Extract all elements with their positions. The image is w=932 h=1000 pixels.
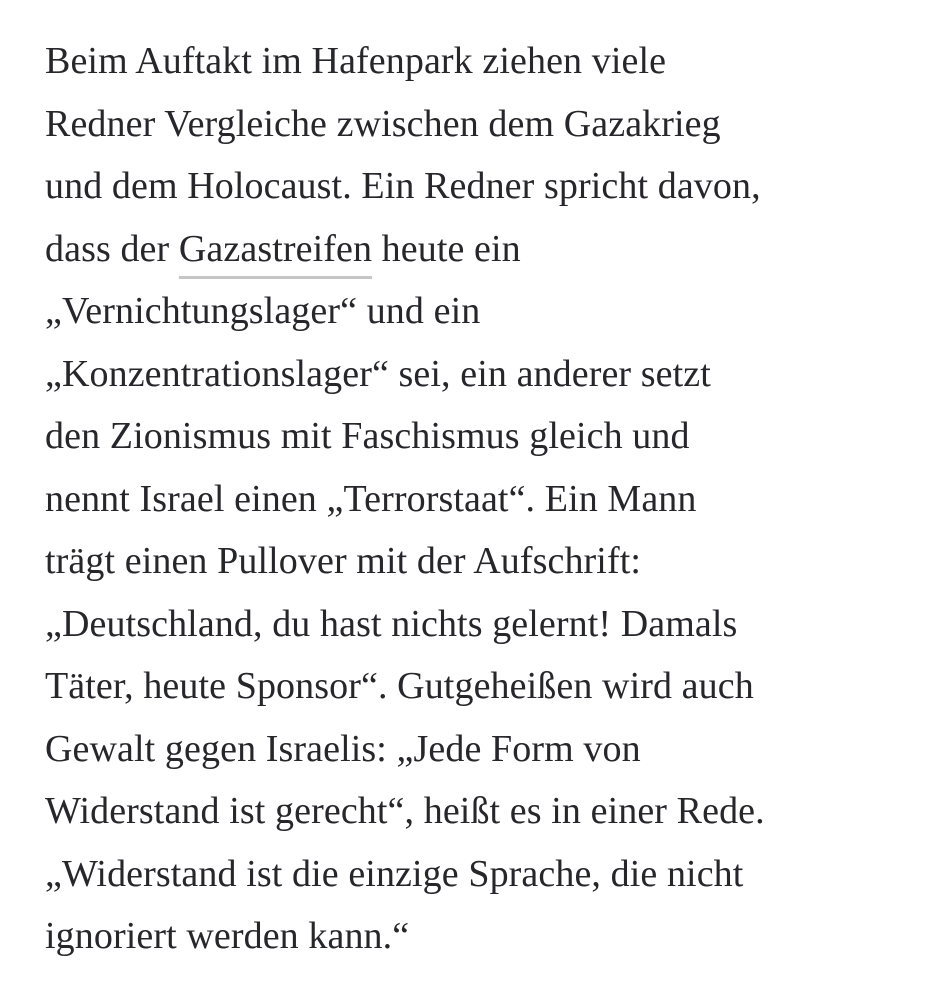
text-segment: „Vernichtungslager“ und ein — [45, 290, 481, 332]
text-line — [45, 905, 892, 968]
gazastreifen-link[interactable]: Gazastreifen — [178, 227, 373, 270]
text-line — [45, 218, 892, 281]
text-segment: Beim Auftakt im Hafenpark ziehen viele — [45, 40, 667, 82]
text-line — [45, 93, 892, 156]
text-segment: ignoriert werden kann.“ — [45, 915, 410, 957]
text-segment: und dem Holocaust. Ein Redner spricht davon, — [45, 165, 761, 207]
text-line — [45, 530, 892, 593]
text-segment: trägt einen Pullover mit der Aufschrift: — [45, 540, 642, 582]
text-segment: „Widerstand ist die einzige Sprache, die nicht — [45, 852, 744, 895]
text-line — [45, 843, 892, 906]
text-segment: Gewalt gegen Israelis: „Jede Form von — [45, 727, 641, 770]
text-line — [45, 718, 892, 781]
text-segment: dass der — [45, 227, 179, 270]
text-segment: heute ein — [372, 227, 521, 270]
text-segment: nennt Israel einen „Terrorstaat“. Ein Mann — [45, 477, 697, 520]
text-segment: Widerstand ist gerecht“, heißt es in einer Rede. — [45, 790, 765, 832]
text-line — [45, 155, 892, 218]
text-line — [45, 468, 892, 531]
text-segment: „Konzentrationslager“ sei, ein anderer setzt — [45, 352, 711, 395]
text-line — [45, 655, 892, 718]
text-segment: Redner Vergleiche zwischen dem Gazakrieg — [45, 102, 721, 145]
text-line — [45, 593, 892, 656]
text-line — [45, 780, 892, 843]
text-line — [45, 30, 892, 93]
text-segment: „Deutschland, du hast nichts gelernt! Damals — [45, 602, 738, 645]
text-line — [45, 280, 892, 343]
text-segment: den Zionismus mit Faschismus gleich und — [45, 415, 690, 457]
text-segment: Täter, heute Sponsor“. Gutgeheißen wird auch — [45, 665, 754, 707]
text-line — [45, 405, 892, 468]
text-line — [45, 343, 892, 406]
article-paragraph — [45, 30, 892, 968]
